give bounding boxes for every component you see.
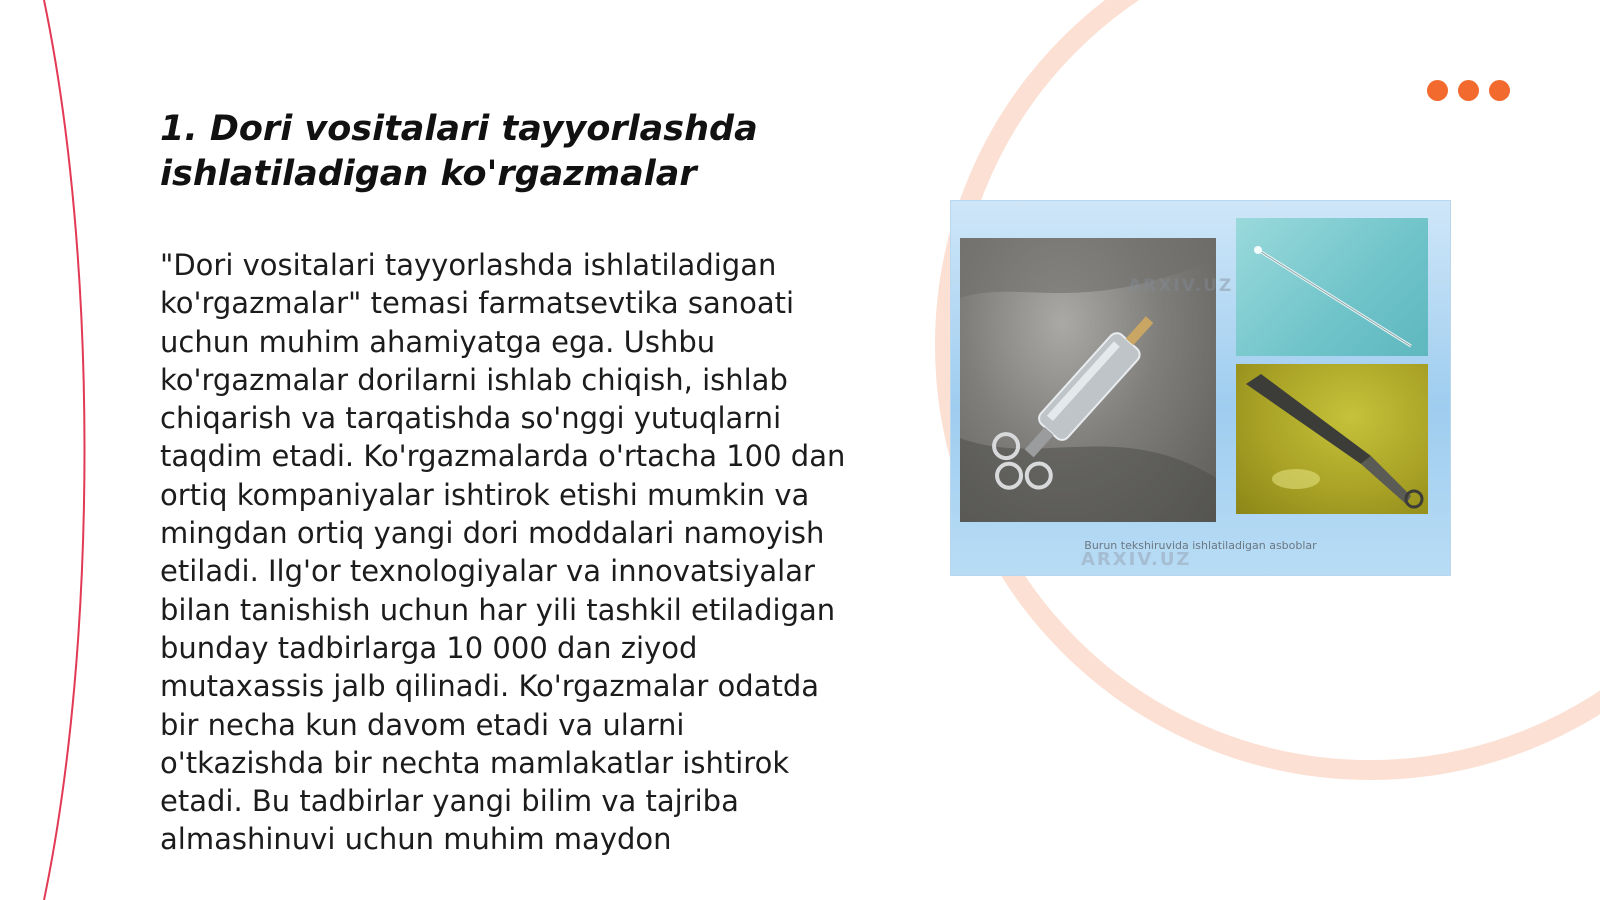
decorative-side-line xyxy=(44,0,85,900)
forceps-icon xyxy=(1236,364,1428,514)
dot-icon xyxy=(1427,80,1448,101)
probe-icon xyxy=(1236,218,1428,356)
probe-photo xyxy=(1236,218,1428,356)
syringe-photo xyxy=(960,238,1234,522)
instrument-figure xyxy=(951,201,1450,575)
slide-body-text: "Dori vositalari tayyorlashda ishlatiladigan ko'rgazmalar" temasi farmatsevtika sanoati uchun muhim ahamiyatga ega. Ushbu ko'rgazmalar dorilarni ishlab chiqish, ishlab chiqarish va tarqatishda so'nggi yutuqlarni taqdim etadi. Ko'rgazmalarda o'rtacha 100 dan ortiq kompaniyalar ishtirok etishi mumkin va mingdan ortiq yangi dori moddalari namoyish etiladi. Ilg'or texnologiyalar va innovatsiyalar bilan tanishish uchun har yili tashkil etiladigan bunday tadbirlarga 10 000 dan ziyod mutaxassis jalb qilinadi. Ko'rgazmalar odatda bir necha kun davom etadi va ularni o'tkazishda bir nechta mamlakatlar ishtirok etadi. Bu tadbirlar yangi bilim va tajriba almashinuvi uchun muhim maydon xyxy=(160,248,846,857)
menu-dots xyxy=(1427,80,1510,101)
figure-caption: Burun tekshiruvida ishlatiladigan asboblar xyxy=(1084,539,1317,552)
dot-icon xyxy=(1458,80,1479,101)
watermark-text: ARXIV.UZ xyxy=(1081,549,1192,570)
slide-title: 1. Dori vositalari tayyorlashda ishlatiladigan ko'rgazmalar xyxy=(160,109,758,194)
watermark-text: ARXIV.UZ xyxy=(1128,276,1234,296)
forceps-photo xyxy=(1236,364,1428,514)
dot-icon xyxy=(1489,80,1510,101)
